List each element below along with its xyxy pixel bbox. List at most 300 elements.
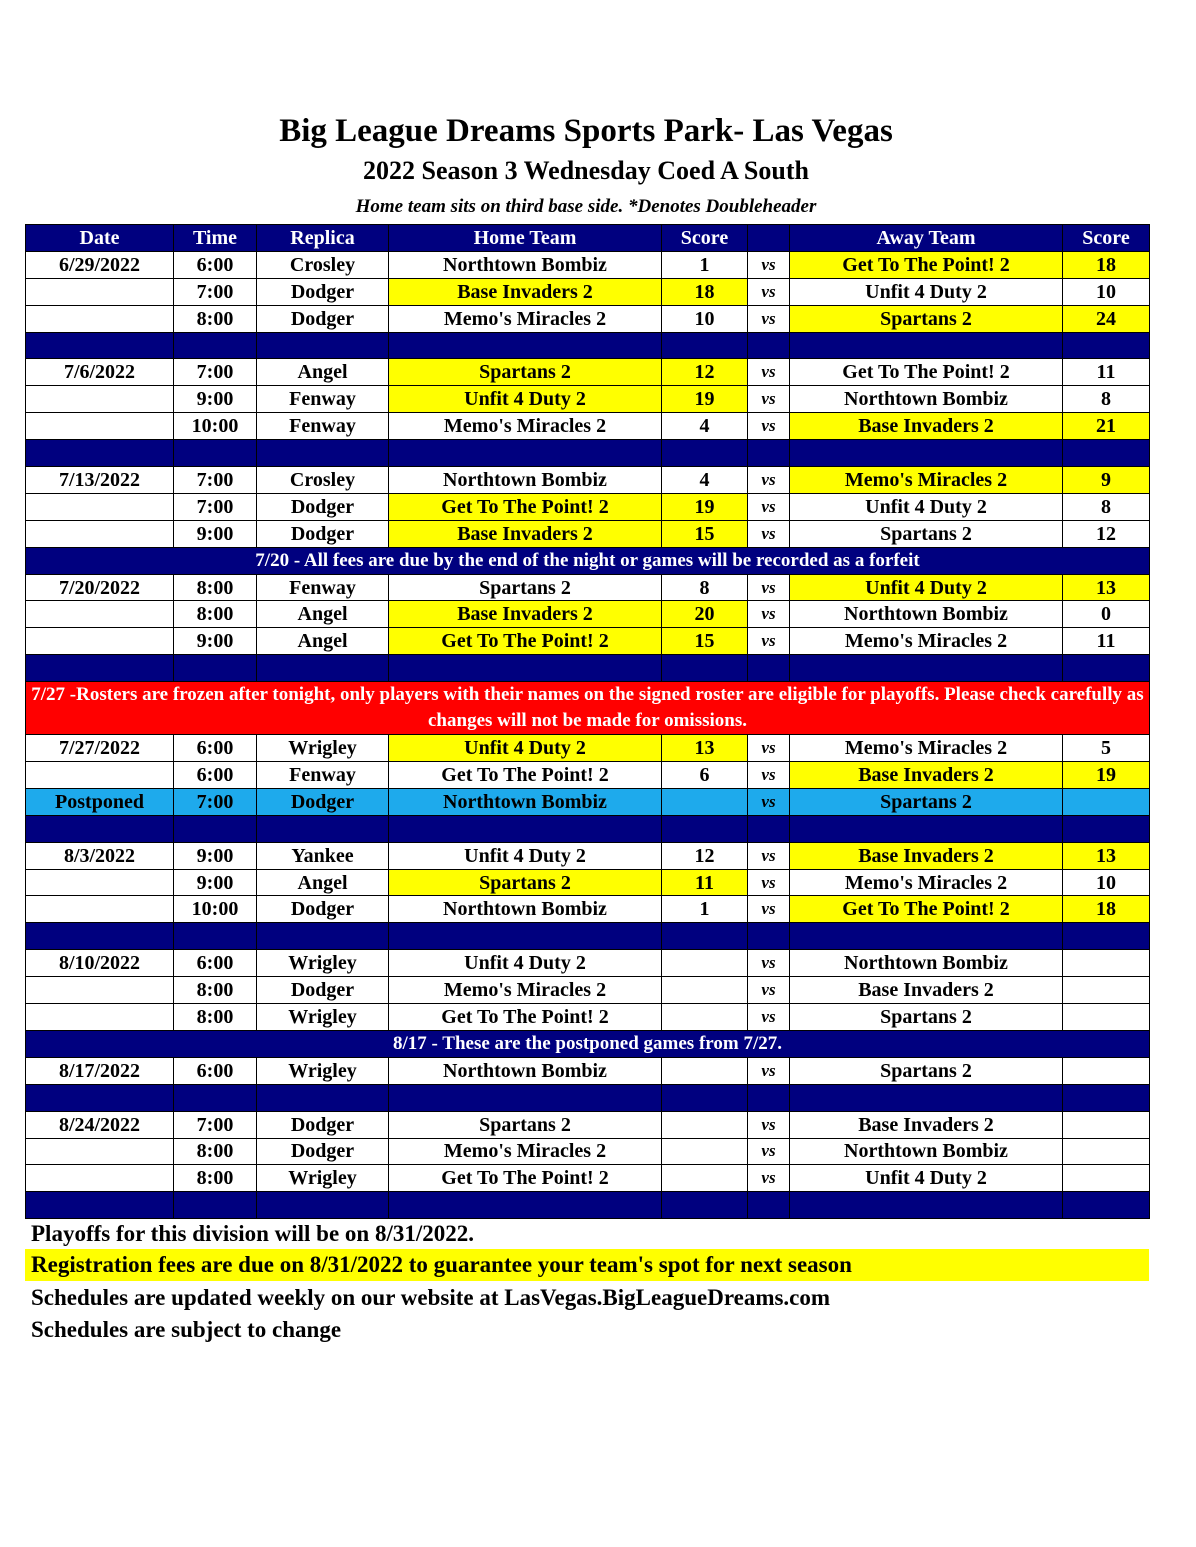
- separator-cell: [662, 1084, 748, 1111]
- home-team-cell: Spartans 2: [389, 869, 662, 896]
- vs-cell: vs: [748, 493, 790, 520]
- separator-cell: [26, 440, 174, 467]
- vs-cell: vs: [748, 1165, 790, 1192]
- vs-cell: vs: [748, 467, 790, 494]
- date-cell: 7/20/2022: [26, 574, 174, 601]
- time-cell: 8:00: [174, 1165, 257, 1192]
- separator-row: [26, 332, 1150, 359]
- away-team-cell: Spartans 2: [790, 788, 1063, 815]
- away-team-cell: Spartans 2: [790, 305, 1063, 332]
- time-cell: 10:00: [174, 896, 257, 923]
- game-row: [26, 278, 1150, 305]
- separator-cell: [790, 332, 1063, 359]
- vs-cell: vs: [748, 278, 790, 305]
- separator-cell: [748, 332, 790, 359]
- home-score-cell: 1: [662, 896, 748, 923]
- date-cell: [26, 762, 174, 789]
- away-score-cell: 8: [1063, 386, 1150, 413]
- game-row: [26, 735, 1150, 762]
- replica-cell: Dodger: [257, 278, 389, 305]
- separator-cell: [1063, 815, 1150, 842]
- roster-notice-text: 7/27 -Rosters are frozen after tonight, only players with their names on the signed roster are eligible for playoffs. Please check carefully as changes will not be made for omissions.: [26, 682, 1150, 735]
- separator-cell: [662, 440, 748, 467]
- vs-cell: vs: [748, 1138, 790, 1165]
- date-cell: [26, 520, 174, 547]
- replica-cell: Dodger: [257, 305, 389, 332]
- website-note: Schedules are updated weekly on our website at LasVegas.BigLeagueDreams.com: [31, 1285, 831, 1310]
- away-team-cell: Get To The Point! 2: [790, 896, 1063, 923]
- home-team-cell: Get To The Point! 2: [389, 762, 662, 789]
- time-cell: 9:00: [174, 386, 257, 413]
- game-row: [26, 977, 1150, 1004]
- vs-cell: vs: [748, 628, 790, 655]
- separator-cell: [389, 332, 662, 359]
- separator-cell: [1063, 440, 1150, 467]
- separator-cell: [174, 655, 257, 682]
- away-team-cell: Base Invaders 2: [790, 842, 1063, 869]
- away-score-cell: 11: [1063, 359, 1150, 386]
- separator-cell: [174, 332, 257, 359]
- date-cell: [26, 869, 174, 896]
- replica-cell: Wrigley: [257, 1057, 389, 1084]
- date-cell: [26, 601, 174, 628]
- separator-cell: [26, 1192, 174, 1219]
- date-cell: 8/10/2022: [26, 950, 174, 977]
- away-score-cell: 10: [1063, 869, 1150, 896]
- home-score-cell: 19: [662, 493, 748, 520]
- separator-cell: [174, 1084, 257, 1111]
- replica-cell: Wrigley: [257, 735, 389, 762]
- vs-cell: vs: [748, 762, 790, 789]
- separator-cell: [26, 655, 174, 682]
- date-cell: [26, 1004, 174, 1031]
- page-title: Big League Dreams Sports Park- Las Vegas: [279, 113, 893, 149]
- separator-cell: [748, 1192, 790, 1219]
- home-team-cell: Northtown Bombiz: [389, 896, 662, 923]
- time-cell: 8:00: [174, 601, 257, 628]
- time-cell: 6:00: [174, 251, 257, 278]
- home-score-cell: [662, 950, 748, 977]
- separator-cell: [790, 815, 1063, 842]
- separator-cell: [1063, 332, 1150, 359]
- separator-row: [26, 440, 1150, 467]
- separator-cell: [174, 923, 257, 950]
- separator-cell: [748, 815, 790, 842]
- away-team-cell: Unfit 4 Duty 2: [790, 574, 1063, 601]
- home-team-cell: Memo's Miracles 2: [389, 413, 662, 440]
- replica-cell: Crosley: [257, 467, 389, 494]
- home-team-cell: Memo's Miracles 2: [389, 1138, 662, 1165]
- date-cell: 7/6/2022: [26, 359, 174, 386]
- game-row: [26, 628, 1150, 655]
- separator-cell: [26, 1084, 174, 1111]
- separator-cell: [1063, 1084, 1150, 1111]
- time-cell: 6:00: [174, 950, 257, 977]
- separator-cell: [174, 1192, 257, 1219]
- separator-cell: [790, 1192, 1063, 1219]
- separator-row: [26, 1084, 1150, 1111]
- vs-cell: vs: [748, 574, 790, 601]
- away-score-cell: 24: [1063, 305, 1150, 332]
- home-team-cell: Memo's Miracles 2: [389, 977, 662, 1004]
- time-cell: 7:00: [174, 467, 257, 494]
- home-score-cell: [662, 1057, 748, 1084]
- home-team-cell: Unfit 4 Duty 2: [389, 842, 662, 869]
- home-score-cell: 20: [662, 601, 748, 628]
- date-cell: 8/3/2022: [26, 842, 174, 869]
- separator-cell: [748, 655, 790, 682]
- date-cell: [26, 413, 174, 440]
- home-score-cell: 12: [662, 842, 748, 869]
- home-score-cell: 4: [662, 413, 748, 440]
- away-team-cell: Base Invaders 2: [790, 762, 1063, 789]
- schedule-table: [25, 224, 1150, 1219]
- home-team-cell: Base Invaders 2: [389, 520, 662, 547]
- away-score-cell: [1063, 950, 1150, 977]
- replica-cell: Crosley: [257, 251, 389, 278]
- roster-notice-row: [26, 682, 1150, 735]
- away-team-cell: Northtown Bombiz: [790, 1138, 1063, 1165]
- date-cell: Postponed: [26, 788, 174, 815]
- game-row: [26, 1138, 1150, 1165]
- home-score-cell: 15: [662, 520, 748, 547]
- game-row: [26, 413, 1150, 440]
- time-cell: 8:00: [174, 305, 257, 332]
- away-score-cell: 10: [1063, 278, 1150, 305]
- game-row: [26, 305, 1150, 332]
- schedule-body: [26, 251, 1150, 1218]
- home-score-cell: [662, 1138, 748, 1165]
- away-team-cell: Memo's Miracles 2: [790, 467, 1063, 494]
- home-team-note: Home team sits on third base side. *Denotes Doubleheader: [355, 196, 817, 217]
- separator-row: [26, 655, 1150, 682]
- home-team-cell: Spartans 2: [389, 359, 662, 386]
- game-row: [26, 520, 1150, 547]
- replica-cell: Dodger: [257, 788, 389, 815]
- home-score-cell: 19: [662, 386, 748, 413]
- separator-cell: [26, 332, 174, 359]
- game-row: [26, 788, 1150, 815]
- replica-cell: Wrigley: [257, 1004, 389, 1031]
- away-team-cell: Get To The Point! 2: [790, 359, 1063, 386]
- home-score-cell: 10: [662, 305, 748, 332]
- away-score-cell: [1063, 1165, 1150, 1192]
- home-team-cell: Northtown Bombiz: [389, 251, 662, 278]
- home-team-cell: Base Invaders 2: [389, 278, 662, 305]
- replica-cell: Fenway: [257, 762, 389, 789]
- home-score-cell: 18: [662, 278, 748, 305]
- date-cell: [26, 628, 174, 655]
- time-cell: 8:00: [174, 977, 257, 1004]
- away-score-cell: [1063, 1138, 1150, 1165]
- replica-cell: Fenway: [257, 574, 389, 601]
- col-header-away-team: Away Team: [790, 225, 1063, 252]
- home-team-cell: Northtown Bombiz: [389, 467, 662, 494]
- home-score-cell: [662, 1004, 748, 1031]
- home-team-cell: Memo's Miracles 2: [389, 305, 662, 332]
- time-cell: 8:00: [174, 1138, 257, 1165]
- home-score-cell: 8: [662, 574, 748, 601]
- away-team-cell: Spartans 2: [790, 1057, 1063, 1084]
- date-cell: [26, 493, 174, 520]
- separator-cell: [790, 1084, 1063, 1111]
- time-cell: 9:00: [174, 842, 257, 869]
- time-cell: 10:00: [174, 413, 257, 440]
- vs-cell: vs: [748, 359, 790, 386]
- separator-cell: [662, 1192, 748, 1219]
- replica-cell: Wrigley: [257, 1165, 389, 1192]
- game-row: [26, 359, 1150, 386]
- replica-cell: Dodger: [257, 977, 389, 1004]
- game-row: [26, 1004, 1150, 1031]
- separator-cell: [1063, 655, 1150, 682]
- home-team-cell: Unfit 4 Duty 2: [389, 950, 662, 977]
- away-team-cell: Unfit 4 Duty 2: [790, 1165, 1063, 1192]
- away-score-cell: [1063, 1057, 1150, 1084]
- home-score-cell: 6: [662, 762, 748, 789]
- separator-row: [26, 815, 1150, 842]
- away-team-cell: Northtown Bombiz: [790, 386, 1063, 413]
- game-row: [26, 950, 1150, 977]
- playoffs-note: Playoffs for this division will be on 8/31/2022.: [31, 1221, 475, 1246]
- date-cell: 7/27/2022: [26, 735, 174, 762]
- separator-cell: [790, 655, 1063, 682]
- away-team-cell: Northtown Bombiz: [790, 601, 1063, 628]
- separator-cell: [389, 815, 662, 842]
- replica-cell: Angel: [257, 869, 389, 896]
- col-header-vs: [748, 225, 790, 252]
- separator-cell: [257, 923, 389, 950]
- time-cell: 7:00: [174, 1111, 257, 1138]
- announcement-row: [26, 1030, 1150, 1057]
- game-row: [26, 574, 1150, 601]
- away-team-cell: Base Invaders 2: [790, 1111, 1063, 1138]
- replica-cell: Angel: [257, 601, 389, 628]
- home-score-cell: 4: [662, 467, 748, 494]
- replica-cell: Dodger: [257, 1138, 389, 1165]
- away-score-cell: 8: [1063, 493, 1150, 520]
- home-team-cell: Northtown Bombiz: [389, 1057, 662, 1084]
- vs-cell: vs: [748, 869, 790, 896]
- vs-cell: vs: [748, 601, 790, 628]
- home-score-cell: 15: [662, 628, 748, 655]
- home-team-cell: Unfit 4 Duty 2: [389, 735, 662, 762]
- col-header-date: Date: [26, 225, 174, 252]
- replica-cell: Yankee: [257, 842, 389, 869]
- home-score-cell: [662, 788, 748, 815]
- away-team-cell: Base Invaders 2: [790, 413, 1063, 440]
- vs-cell: vs: [748, 977, 790, 1004]
- home-team-cell: Unfit 4 Duty 2: [389, 386, 662, 413]
- away-score-cell: 18: [1063, 251, 1150, 278]
- separator-cell: [1063, 1192, 1150, 1219]
- replica-cell: Angel: [257, 628, 389, 655]
- separator-cell: [389, 655, 662, 682]
- home-score-cell: 12: [662, 359, 748, 386]
- separator-cell: [748, 1084, 790, 1111]
- away-score-cell: 21: [1063, 413, 1150, 440]
- announcement-text: 7/20 - All fees are due by the end of the night or games will be recorded as a forfeit: [26, 547, 1150, 574]
- time-cell: 7:00: [174, 788, 257, 815]
- replica-cell: Dodger: [257, 1111, 389, 1138]
- replica-cell: Dodger: [257, 493, 389, 520]
- separator-cell: [257, 1084, 389, 1111]
- home-score-cell: 13: [662, 735, 748, 762]
- away-score-cell: 11: [1063, 628, 1150, 655]
- vs-cell: vs: [748, 251, 790, 278]
- away-score-cell: 9: [1063, 467, 1150, 494]
- replica-cell: Dodger: [257, 520, 389, 547]
- away-score-cell: 5: [1063, 735, 1150, 762]
- home-score-cell: 1: [662, 251, 748, 278]
- game-row: [26, 896, 1150, 923]
- away-score-cell: [1063, 977, 1150, 1004]
- away-team-cell: Get To The Point! 2: [790, 251, 1063, 278]
- separator-cell: [389, 1192, 662, 1219]
- game-row: [26, 251, 1150, 278]
- time-cell: 8:00: [174, 574, 257, 601]
- away-team-cell: Memo's Miracles 2: [790, 869, 1063, 896]
- away-team-cell: Northtown Bombiz: [790, 950, 1063, 977]
- home-score-cell: 11: [662, 869, 748, 896]
- away-team-cell: Memo's Miracles 2: [790, 735, 1063, 762]
- time-cell: 9:00: [174, 520, 257, 547]
- vs-cell: vs: [748, 1057, 790, 1084]
- separator-cell: [790, 923, 1063, 950]
- vs-cell: vs: [748, 735, 790, 762]
- separator-cell: [662, 815, 748, 842]
- col-header-home-team: Home Team: [389, 225, 662, 252]
- home-team-cell: Get To The Point! 2: [389, 493, 662, 520]
- away-team-cell: Base Invaders 2: [790, 977, 1063, 1004]
- away-score-cell: 0: [1063, 601, 1150, 628]
- vs-cell: vs: [748, 413, 790, 440]
- separator-cell: [748, 923, 790, 950]
- home-score-cell: [662, 977, 748, 1004]
- game-row: [26, 386, 1150, 413]
- separator-cell: [257, 1192, 389, 1219]
- away-team-cell: Spartans 2: [790, 520, 1063, 547]
- announcement-text: 8/17 - These are the postponed games from 7/27.: [26, 1030, 1150, 1057]
- home-team-cell: Get To The Point! 2: [389, 1165, 662, 1192]
- date-cell: 6/29/2022: [26, 251, 174, 278]
- separator-cell: [662, 923, 748, 950]
- game-row: [26, 467, 1150, 494]
- table-header-row: [26, 225, 1150, 252]
- vs-cell: vs: [748, 788, 790, 815]
- announcement-row: [26, 547, 1150, 574]
- game-row: [26, 493, 1150, 520]
- registration-note: Registration fees are due on 8/31/2022 to guarantee your team's spot for next season: [25, 1249, 1149, 1281]
- vs-cell: vs: [748, 386, 790, 413]
- home-score-cell: [662, 1111, 748, 1138]
- time-cell: 9:00: [174, 869, 257, 896]
- replica-cell: Fenway: [257, 413, 389, 440]
- separator-cell: [257, 655, 389, 682]
- col-header-away-score: Score: [1063, 225, 1150, 252]
- vs-cell: vs: [748, 842, 790, 869]
- time-cell: 6:00: [174, 735, 257, 762]
- page-subtitle: 2022 Season 3 Wednesday Coed A South: [363, 156, 809, 185]
- home-team-cell: Northtown Bombiz: [389, 788, 662, 815]
- home-team-cell: Spartans 2: [389, 574, 662, 601]
- date-cell: [26, 977, 174, 1004]
- vs-cell: vs: [748, 520, 790, 547]
- separator-cell: [389, 1084, 662, 1111]
- away-score-cell: 19: [1063, 762, 1150, 789]
- date-cell: [26, 1165, 174, 1192]
- date-cell: 8/24/2022: [26, 1111, 174, 1138]
- separator-cell: [790, 440, 1063, 467]
- separator-cell: [662, 655, 748, 682]
- vs-cell: vs: [748, 305, 790, 332]
- separator-row: [26, 1192, 1150, 1219]
- time-cell: 6:00: [174, 762, 257, 789]
- replica-cell: Wrigley: [257, 950, 389, 977]
- game-row: [26, 601, 1150, 628]
- col-header-time: Time: [174, 225, 257, 252]
- game-row: [26, 762, 1150, 789]
- away-score-cell: 18: [1063, 896, 1150, 923]
- col-header-replica: Replica: [257, 225, 389, 252]
- date-cell: [26, 1138, 174, 1165]
- away-score-cell: 13: [1063, 574, 1150, 601]
- vs-cell: vs: [748, 1004, 790, 1031]
- away-score-cell: [1063, 788, 1150, 815]
- away-team-cell: Unfit 4 Duty 2: [790, 278, 1063, 305]
- away-team-cell: Memo's Miracles 2: [790, 628, 1063, 655]
- separator-cell: [1063, 923, 1150, 950]
- date-cell: 7/13/2022: [26, 467, 174, 494]
- date-cell: [26, 305, 174, 332]
- away-score-cell: 13: [1063, 842, 1150, 869]
- away-score-cell: [1063, 1111, 1150, 1138]
- vs-cell: vs: [748, 896, 790, 923]
- home-team-cell: Spartans 2: [389, 1111, 662, 1138]
- time-cell: 7:00: [174, 493, 257, 520]
- game-row: [26, 869, 1150, 896]
- time-cell: 7:00: [174, 278, 257, 305]
- separator-cell: [257, 815, 389, 842]
- time-cell: 6:00: [174, 1057, 257, 1084]
- game-row: [26, 842, 1150, 869]
- time-cell: 8:00: [174, 1004, 257, 1031]
- away-team-cell: Unfit 4 Duty 2: [790, 493, 1063, 520]
- separator-cell: [748, 440, 790, 467]
- separator-cell: [257, 332, 389, 359]
- away-team-cell: Spartans 2: [790, 1004, 1063, 1031]
- separator-cell: [26, 815, 174, 842]
- home-team-cell: Get To The Point! 2: [389, 628, 662, 655]
- home-team-cell: Base Invaders 2: [389, 601, 662, 628]
- subject-to-change-note: Schedules are subject to change: [31, 1317, 342, 1342]
- home-team-cell: Get To The Point! 2: [389, 1004, 662, 1031]
- away-score-cell: [1063, 1004, 1150, 1031]
- away-score-cell: 12: [1063, 520, 1150, 547]
- home-score-cell: [662, 1165, 748, 1192]
- date-cell: [26, 278, 174, 305]
- game-row: [26, 1111, 1150, 1138]
- separator-cell: [662, 332, 748, 359]
- vs-cell: vs: [748, 950, 790, 977]
- game-row: [26, 1057, 1150, 1084]
- game-row: [26, 1165, 1150, 1192]
- separator-cell: [174, 815, 257, 842]
- date-cell: [26, 896, 174, 923]
- separator-cell: [257, 440, 389, 467]
- vs-cell: vs: [748, 1111, 790, 1138]
- date-cell: 8/17/2022: [26, 1057, 174, 1084]
